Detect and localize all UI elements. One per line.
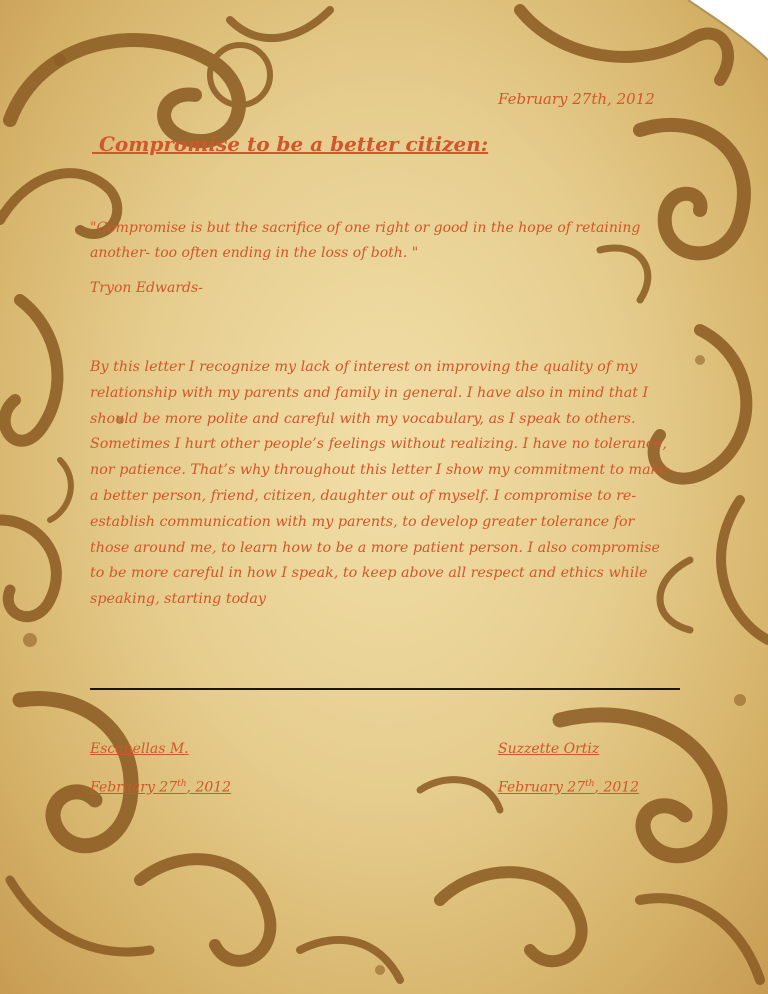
- epigraph-quote: "Compromise is but the sacrifice of one right or good in the hope of retaining another- too often ending in the loss of both. ": [90, 220, 641, 261]
- quote-author: Tryon Edwards-: [90, 280, 203, 296]
- signature-left-date: [90, 779, 231, 796]
- signature-left-date-prefix: February 27: [90, 779, 178, 796]
- letter-date: February 27th, 2012: [498, 90, 655, 108]
- letter-title: Compromise to be a better citizen:: [92, 132, 489, 156]
- signature-line: [90, 688, 680, 690]
- signature-left-name: Escanellas M.: [90, 741, 189, 757]
- letter-body: By this letter I recognize my lack of interest on improving the quality of my relationship with my parents and family in general. I have also in mind that I should be more polite and careful with my vocabulary, as I speak to others. Sometimes I hurt other people’s feelings without realizing. I have no tolerance, nor patience. That’s why throughout this letter I show my commitment to make a better person, friend, citizen, daughter out of myself. I compromise to re-establish communication with my parents, to develop greater tolerance for those around me, to learn how to be a more patient person. I also compromise to be more careful in how I speak, to keep above all respect and ethics while speaking, starting today: [90, 359, 668, 608]
- signature-left-date-sup: th: [177, 779, 187, 789]
- page-curl-corner: [648, 0, 768, 60]
- signature-right-date-suffix: , 2012: [594, 779, 640, 796]
- signature-left-date-suffix: , 2012: [186, 779, 232, 796]
- signature-right-date: [498, 779, 639, 796]
- signature-right-date-prefix: February 27: [498, 779, 586, 796]
- signature-right-date-sup: th: [585, 779, 595, 789]
- signature-right-name: Suzzette Ortiz: [498, 741, 600, 757]
